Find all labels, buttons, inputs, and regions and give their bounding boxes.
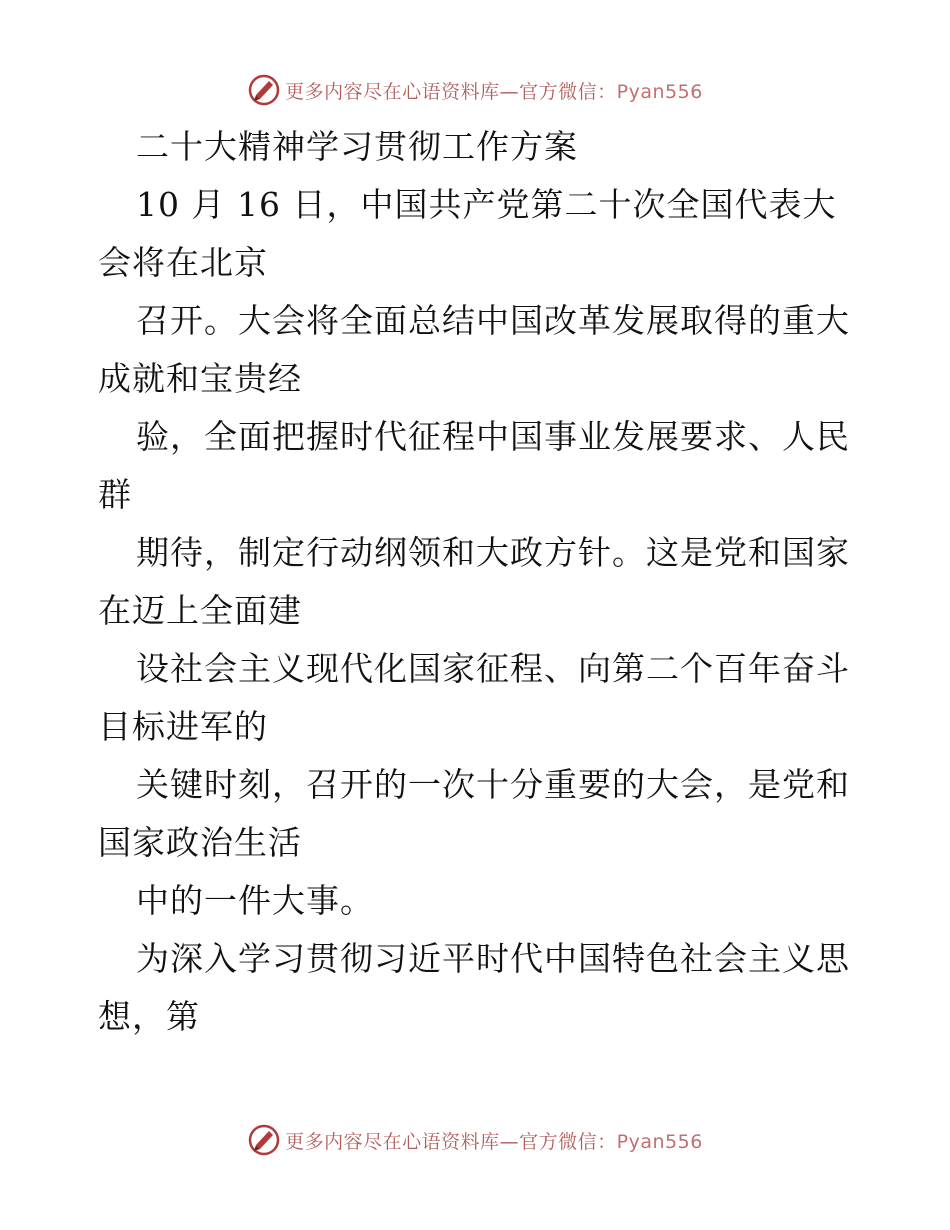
header-wechat-id: Pyan556 xyxy=(616,80,703,103)
paragraph-line: 10 月 16 日，中国共产党第二十次全国代表大 xyxy=(136,185,837,224)
logo-icon xyxy=(247,73,281,107)
header-banner-text: 更多内容尽在心语资料库—官方微信：Pyan556 xyxy=(285,80,703,103)
paragraph-line: 关键时刻，召开的一次十分重要的大会，是党和 xyxy=(136,765,850,804)
footer-banner-text: 更多内容尽在心语资料库—官方微信：Pyan556 xyxy=(285,1130,703,1153)
paragraph-line: 成就和宝贵经 xyxy=(98,359,302,398)
paragraph-line: 召开。大会将全面总结中国改革发展取得的重大 xyxy=(136,301,850,340)
paragraph-line: 群 xyxy=(98,475,132,514)
footer-banner xyxy=(0,1120,950,1160)
paragraph-line: 为深入学习贯彻习近平时代中国特色社会主义思 xyxy=(136,939,850,978)
paragraph-line: 目标进军的 xyxy=(98,707,268,746)
paragraph-line: 国家政治生活 xyxy=(98,823,302,862)
header-banner xyxy=(0,70,950,110)
logo-icon xyxy=(247,1123,281,1157)
document-body xyxy=(98,118,854,1046)
paragraph-line: 在迈上全面建 xyxy=(98,591,302,630)
paragraph-line: 中的一件大事。 xyxy=(136,881,374,920)
paragraph-line: 会将在北京 xyxy=(98,243,268,282)
paragraph-line: 期待，制定行动纲领和大政方针。这是党和国家 xyxy=(136,533,850,572)
document-title: 二十大精神学习贯彻工作方案 xyxy=(136,127,578,166)
paragraph-line: 验，全面把握时代征程中国事业发展要求、人民 xyxy=(136,417,850,456)
footer-wechat-id: Pyan556 xyxy=(616,1130,703,1153)
paragraph-line: 设社会主义现代化国家征程、向第二个百年奋斗 xyxy=(136,649,850,688)
paragraph-line: 想，第 xyxy=(98,997,200,1036)
